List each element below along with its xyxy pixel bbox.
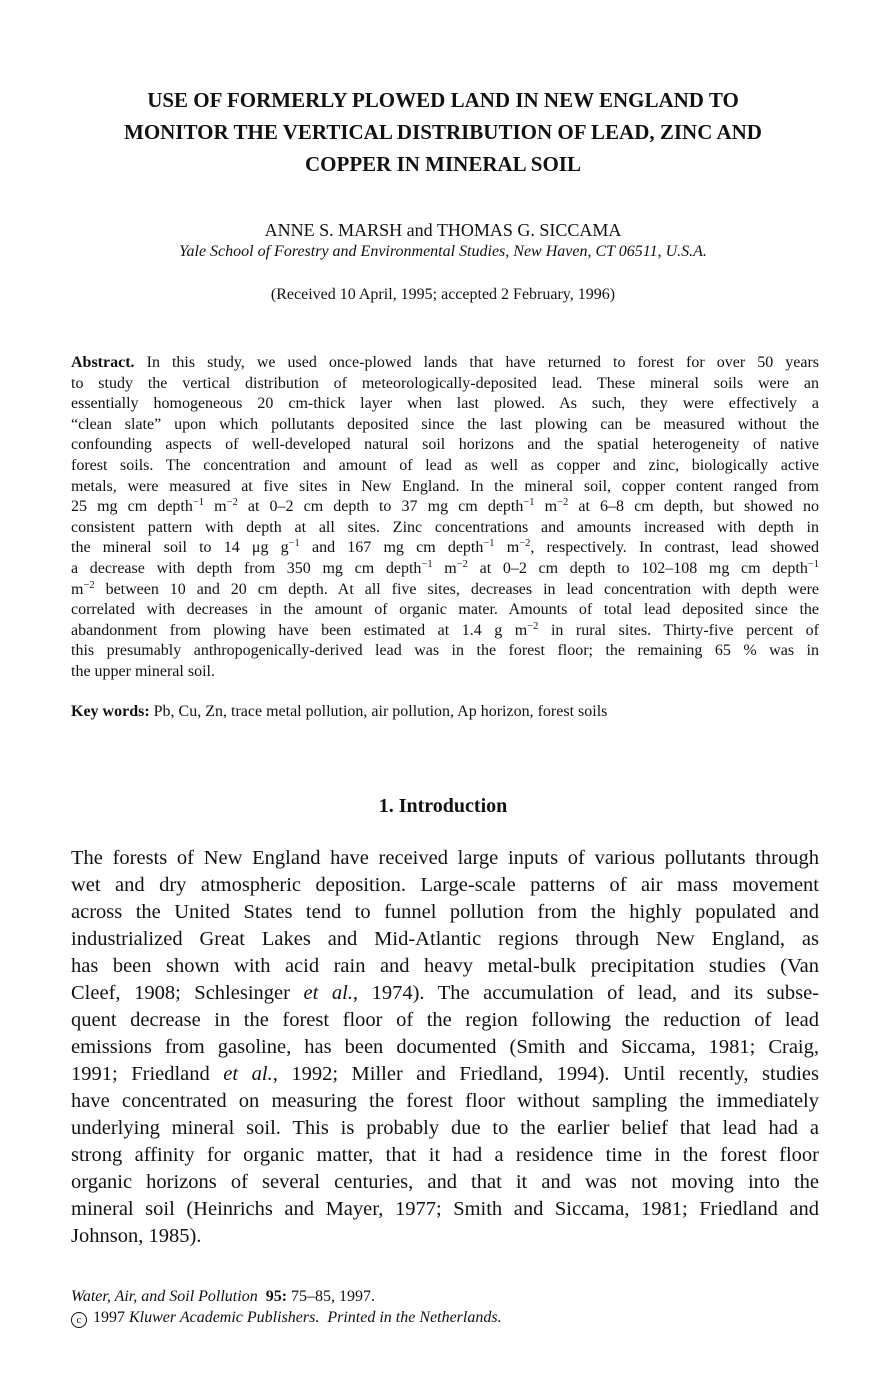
body-line: across the United States tend to funnel pollution from the highly populated and <box>71 901 819 923</box>
body-line: has been shown with acid rain and heavy metal-bulk precipitation studies (Van <box>71 955 819 977</box>
abstract-line: a decrease with depth from 350 mg cm depth$^{-1}$ $m^{-2}$ at 0–2 cm depth to 102–108 mg cm depth$^{-1}$ <box>71 558 820 577</box>
abstract-line: abandonment from plowing have been estimated at 1.4 g $m^{-2}$ in rural sites. Thirty-five percent of <box>71 620 819 639</box>
keywords-text: Pb, Cu, Zn, trace metal pollution, air pollution, Ap horizon, forest soils <box>153 703 608 720</box>
body-line: emissions from gasoline, has been documented (Smith and Siccama, 1981; Craig, <box>71 1036 819 1058</box>
body-line: strong affinity for organic matter, that it had a residence time in the forest floor <box>71 1144 819 1166</box>
body-line: Johnson, 1985). <box>71 1225 202 1247</box>
title-line: MONITOR THE VERTICAL DISTRIBUTION OF LEAD, ZINC AND <box>124 120 762 144</box>
abstract-line: correlated with decreases in the amount of organic mater. Amounts of total lead deposited since the <box>71 601 819 619</box>
abstract-line: “clean slate” upon which pollutants deposited since the last plowing can be measured without the <box>71 415 819 433</box>
abstract-line: confounding aspects of well-developed natural soil horizons and the spatial heterogeneity of native <box>71 436 819 454</box>
affiliation: Yale School of Forestry and Environmental Studies, New Haven, CT 06511, U.S.A. <box>179 243 707 260</box>
body-line: organic horizons of several centuries, and that it and was not moving into the <box>71 1171 819 1193</box>
abstract <box>71 353 819 683</box>
keywords-label: Key words: <box>71 703 150 720</box>
body-line: Cleef, 1908; Schlesinger et al., 1974). The accumulation of lead, and its subse- <box>71 982 819 1004</box>
page-footer <box>71 1286 502 1328</box>
keywords <box>71 702 819 722</box>
body-line: industrialized Great Lakes and Mid-Atlantic regions through New England, as <box>71 928 819 950</box>
abstract-line: metals, were measured at five sites in New England. In the mineral soil, copper content ranged from <box>71 477 819 495</box>
abstract-line: Abstract. In this study, we used once-plowed lands that have returned to forest for over 50 years <box>71 354 820 371</box>
journal-citation: Water, Air, and Soil Pollution 95: 75–85, 1997. <box>71 1288 376 1305</box>
body-line: have concentrated on measuring the forest floor without sampling the immediately <box>71 1090 819 1112</box>
introduction-text <box>71 845 819 1250</box>
received-dates: (Received 10 April, 1995; accepted 2 February, 1996) <box>270 286 616 303</box>
abstract-line: $m^{-2}$ between 10 and 20 cm depth. At all five sites, decreases in lead concentration with depth were <box>71 579 819 598</box>
title-line: COPPER IN MINERAL SOIL <box>305 152 581 176</box>
abstract-label: Abstract. <box>71 354 135 371</box>
abstract-line: forest soils. The concentration and amount of lead as well as copper and zinc, biologically active <box>71 456 819 474</box>
abstract-line: to study the vertical distribution of meteorologically-deposited lead. These mineral soils were an <box>71 374 819 392</box>
abstract-line: the upper mineral soil. <box>71 662 215 680</box>
body-line: The forests of New England have received large inputs of various pollutants through <box>71 847 819 869</box>
abstract-line: consistent pattern with depth at all sites. Zinc concentrations and amounts increased with depth in <box>71 518 819 536</box>
copyright-icon: c <box>71 1312 87 1328</box>
section-heading: 1. Introduction <box>378 795 508 817</box>
body-line: quent decrease in the forest floor of the region following the reduction of lead <box>71 1009 819 1031</box>
copyright-line: c 1997 Kluwer Academic Publishers. Printed in the Netherlands. <box>71 1307 502 1328</box>
authors: ANNE S. MARSH and THOMAS G. SICCAMA <box>264 220 622 240</box>
abstract-line: 25 mg cm depth$^{-1}$ $m^{-2}$ at 0–2 cm depth to 37 mg cm depth$^{-1}$ $m^{-2}$ at 6–8 cm depth, but showed no <box>71 497 820 516</box>
body-line: wet and dry atmospheric deposition. Large-scale patterns of air mass movement <box>71 874 819 896</box>
body-line: 1991; Friedland et al., 1992; Miller and Friedland, 1994). Until recently, studies <box>71 1063 819 1085</box>
abstract-line: the mineral soil to 14 μg $g^{-1}$ and 167 mg cm depth$^{-1}$ $m^{-2}$, respectively. In contrast, lead showed <box>71 538 820 557</box>
body-line: underlying mineral soil. This is probably due to the earlier belief that lead had a <box>71 1117 819 1139</box>
title-line: USE OF FORMERLY PLOWED LAND IN NEW ENGLAND TO <box>147 88 739 112</box>
abstract-line: essentially homogeneous 20 cm-thick layer when last plowed. As such, they were effectively a <box>71 395 819 413</box>
article-title <box>60 84 826 180</box>
abstract-line: this presumably anthropogenically-derived lead was in the forest floor; the remaining 65 % was in <box>71 642 819 660</box>
body-line: mineral soil (Heinrichs and Mayer, 1977; Smith and Siccama, 1981; Friedland and <box>71 1198 819 1220</box>
